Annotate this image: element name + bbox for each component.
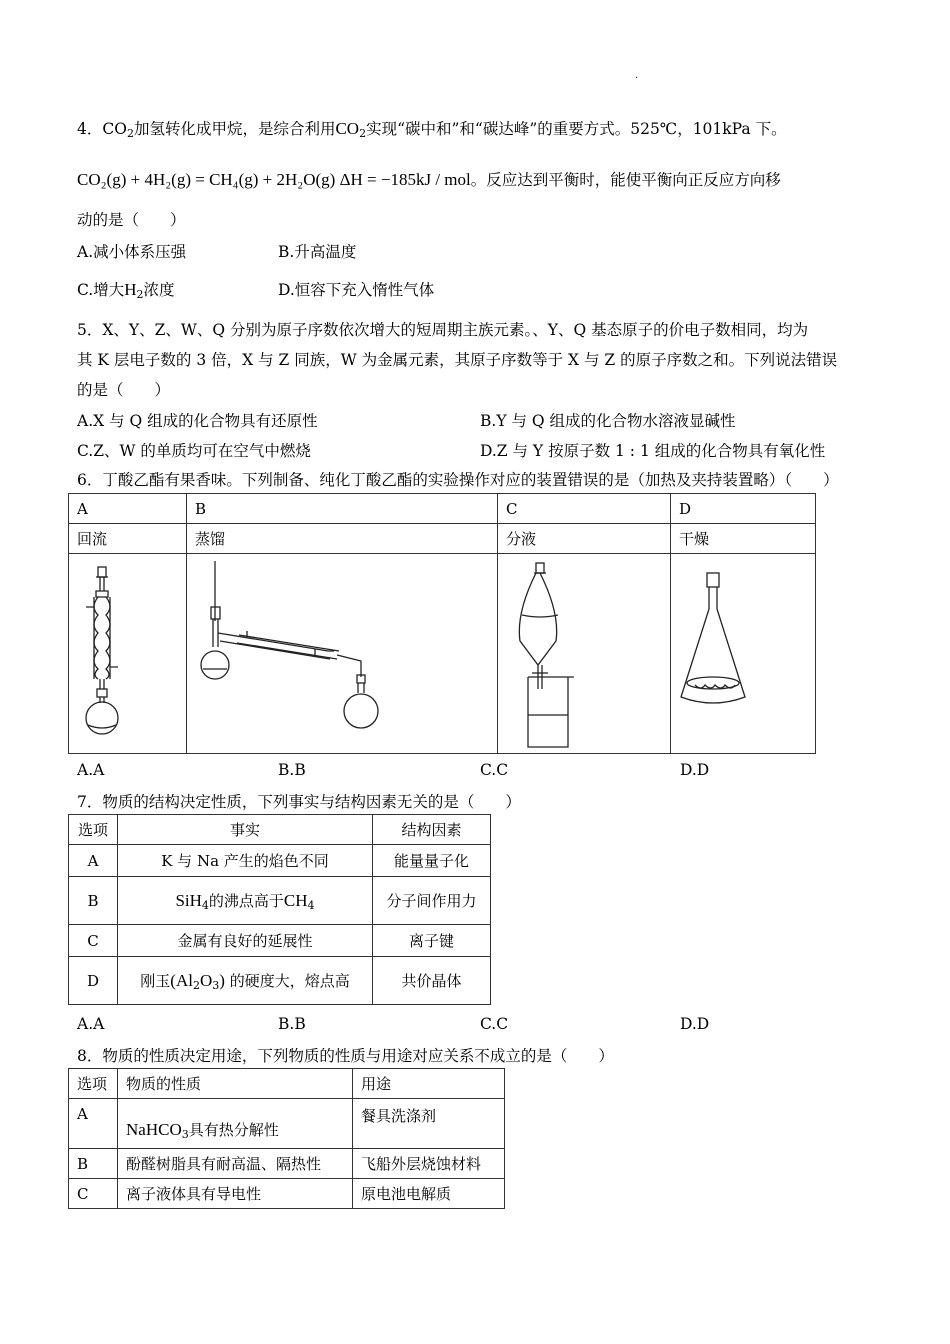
q8-header-property: 物质的性质: [118, 1069, 353, 1099]
q7-row-d-fact: 刚玉$(Al_2O_3)$ 的硬度大，熔点高: [118, 957, 373, 1005]
q8-row-c-option: C: [69, 1179, 118, 1209]
q8-row-a-use: 餐具洗涤剂: [353, 1099, 505, 1149]
q7-row-a-option: A: [69, 845, 118, 877]
q5-line3: 的是（ ）: [77, 381, 171, 399]
q8-header-option: 选项: [69, 1069, 118, 1099]
q8-row-a-property: NaHCO$_3$具有热分解性: [118, 1099, 353, 1149]
q6-label-b: 蒸馏: [187, 524, 498, 554]
q6-label-a: 回流: [69, 524, 187, 554]
q4-option-d[interactable]: D.恒容下充入惰性气体: [278, 281, 435, 299]
q6-image-d: [671, 554, 816, 754]
drying-flask-icon: [671, 555, 813, 753]
q6-header-a: A: [69, 494, 187, 524]
q7-answer-d[interactable]: D.D: [680, 1015, 710, 1033]
q8-row-b-property: 酚醛树脂具有耐高温、隔热性: [118, 1149, 353, 1179]
q7-stem: 7．物质的结构决定性质，下列事实与结构因素无关的是（ ）: [77, 793, 521, 811]
q6-answer-a[interactable]: A.A: [77, 761, 105, 779]
q6-label-d: 干燥: [671, 524, 816, 554]
q7-header-factor: 结构因素: [373, 815, 491, 845]
q7-header-fact: 事实: [118, 815, 373, 845]
q5-option-b[interactable]: B.Y 与 Q 组成的化合物水溶液显碱性: [480, 412, 736, 430]
q6-header-c: C: [498, 494, 671, 524]
q6-header-b: B: [187, 494, 498, 524]
q4-option-c[interactable]: C.增大$H_2$浓度: [77, 280, 175, 301]
q7-row-b-option: B: [69, 877, 118, 925]
q6-answer-c[interactable]: C.C: [480, 761, 509, 779]
q4-equation: CO₂(g) + 4H₂(g) = CH₄(g) + 2H₂O(g) ΔH = −185kJ / mol: [77, 170, 471, 189]
q7-row-d-option: D: [69, 957, 118, 1005]
q5-option-a[interactable]: A.X 与 Q 组成的化合物具有还原性: [77, 412, 318, 430]
q6-image-c: [498, 554, 671, 754]
q8-row-c-use: 原电池电解质: [353, 1179, 505, 1209]
separatory-funnel-icon: [498, 555, 670, 753]
q8-header-use: 用途: [353, 1069, 505, 1099]
reflux-apparatus-icon: [69, 555, 186, 753]
q7-table: [68, 814, 491, 1005]
q7-answer-c[interactable]: C.C: [480, 1015, 509, 1033]
q6-answer-b[interactable]: B.B: [278, 761, 306, 779]
q4-line3: 动的是（ ）: [77, 211, 186, 229]
q8-row-b-option: B: [69, 1149, 118, 1179]
q6-label-c: 分液: [498, 524, 671, 554]
q7-row-c-factor: 离子键: [373, 925, 491, 957]
q7-header-option: 选项: [69, 815, 118, 845]
q6-image-a: [69, 554, 187, 754]
q4-option-b[interactable]: B.升高温度: [278, 243, 357, 261]
q7-row-c-fact: 金属有良好的延展性: [118, 925, 373, 957]
q8-stem: 8．物质的性质决定用途，下列物质的性质与用途对应关系不成立的是（ ）: [77, 1047, 614, 1065]
q6-stem: 6．丁酸乙酯有果香味。下列制备、纯化丁酸乙酯的实验操作对应的装置错误的是（加热及夹持装置略）（ ）: [77, 471, 839, 489]
q7-answer-a[interactable]: A.A: [77, 1015, 105, 1033]
q8-row-b-use: 飞船外层烧蚀材料: [353, 1149, 505, 1179]
q8-table: [68, 1068, 505, 1209]
q6-header-d: D: [671, 494, 816, 524]
q8-row-c-property: 离子液体具有导电性: [118, 1179, 353, 1209]
q4-option-a[interactable]: A.减小体系压强: [77, 243, 187, 261]
q6-image-b: [187, 554, 498, 754]
distillation-apparatus-icon: [187, 555, 497, 753]
q4-line1: 4．$CO_2$加氢转化成甲烷，是综合利用$CO_2$实现“碳中和”和“碳达峰”的重要方式。525℃，101kPa 下。: [77, 119, 787, 140]
q8-row-a-option: A: [69, 1099, 118, 1149]
page-mark: .: [635, 70, 639, 81]
q7-row-b-factor: 分子间作用力: [373, 877, 491, 925]
q6-apparatus-table: [68, 493, 816, 754]
q5-line2: 其 K 层电子数的 3 倍，X 与 Z 同族，W 为金属元素，其原子序数等于 X 与 Z 的原子序数之和。下列说法错误: [77, 351, 838, 369]
q7-row-c-option: C: [69, 925, 118, 957]
q7-row-b-fact: SiH$_4$的沸点高于$CH_4$: [118, 877, 373, 925]
q5-line1: 5．X、Y、Z、W、Q 分别为原子序数依次增大的短周期主族元素。、Y、Q 基态原子的价电子数相同，均为: [77, 321, 809, 339]
q4-equation-line: CO₂(g) + 4H₂(g) = CH₄(g) + 2H₂O(g) ΔH = −185kJ / mol。反应达到平衡时，能使平衡向正反应方向移: [77, 170, 781, 189]
q7-answer-b[interactable]: B.B: [278, 1015, 306, 1033]
q7-row-a-factor: 能量量子化: [373, 845, 491, 877]
q5-option-d[interactable]: D.Z 与 Y 按原子数 1 : 1 组成的化合物具有氧化性: [480, 442, 826, 460]
q5-option-c[interactable]: C.Z、W 的单质均可在空气中燃烧: [77, 442, 311, 460]
q6-answer-d[interactable]: D.D: [680, 761, 710, 779]
q7-row-d-factor: 共价晶体: [373, 957, 491, 1005]
q7-row-a-fact: K 与 Na 产生的焰色不同: [118, 845, 373, 877]
